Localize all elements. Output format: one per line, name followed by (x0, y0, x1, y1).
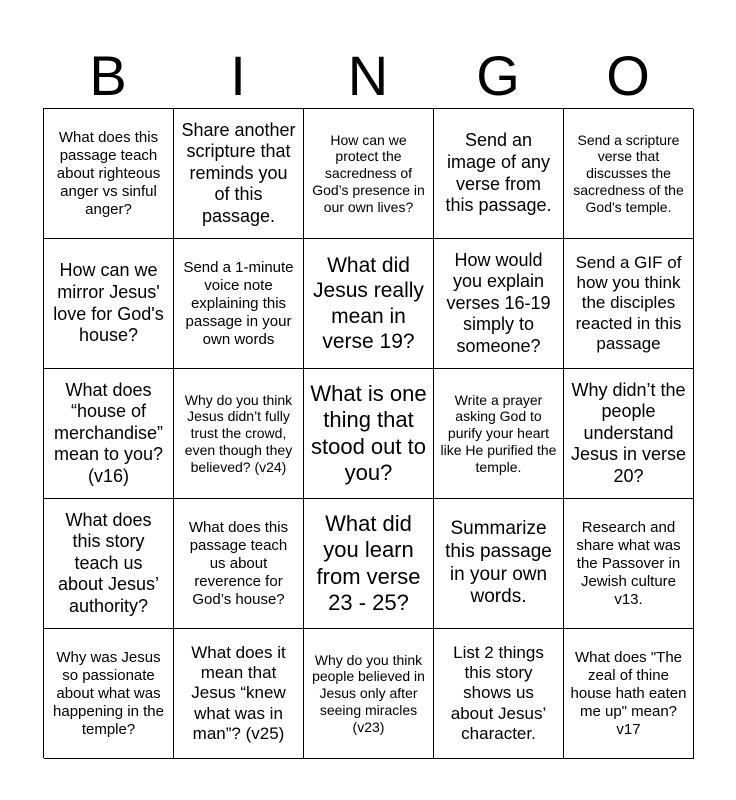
cell-text: What does this story teach us about Jesus’ authority? (57, 509, 160, 616)
cell-text: Why do you think Jesus didn’t fully trust the crowd, even though they believed? (v24) (184, 391, 293, 475)
bingo-cell[interactable] (564, 239, 694, 369)
cell-text: What does it mean that Jesus “knew what was in man”? (v25) (191, 642, 286, 744)
cell-text: How can we protect the sacredness of God’s presence in our own lives? (312, 131, 425, 215)
cell-text: Why didn’t the people understand Jesus in verse 20? (570, 379, 687, 486)
bingo-cell[interactable] (564, 109, 694, 239)
cell-text: What does this passage teach us about reverence for God’s house? (188, 518, 289, 608)
cell-text: Summarize this passage in your own words. (445, 517, 552, 608)
cell-text: What did you learn from verse 23 - 25? (316, 510, 421, 615)
header-letter-i: I (230, 44, 246, 107)
bingo-cell[interactable] (44, 499, 174, 629)
cell-text: Send a GIF of how you think the disciples reacted in this passage (575, 252, 682, 354)
bingo-cell[interactable] (304, 629, 434, 759)
bingo-cell[interactable] (564, 629, 694, 759)
cell-text: What does “house of merchandise” mean to you? (v16) (53, 379, 164, 486)
cell-text: What does "The zeal of thine house hath eaten me up" mean? v17 (570, 648, 687, 738)
header-letter-o: O (606, 44, 650, 107)
bingo-cell[interactable] (174, 109, 304, 239)
bingo-header (43, 44, 693, 108)
bingo-cell[interactable] (174, 499, 304, 629)
bingo-cell[interactable] (434, 239, 564, 369)
cell-text: What did Jesus really mean in verse 19? (313, 254, 424, 353)
bingo-card-grid (43, 108, 693, 758)
cell-text: Why was Jesus so passionate about what was happening in the temple? (53, 648, 164, 738)
bingo-cell[interactable] (174, 369, 304, 499)
cell-text: List 2 things this story shows us about Jesus’ character. (450, 642, 547, 744)
bingo-cell[interactable] (304, 109, 434, 239)
bingo-cell[interactable] (44, 109, 174, 239)
cell-text: Share another scripture that reminds you of this passage. (181, 119, 296, 226)
bingo-cell[interactable] (304, 239, 434, 369)
bingo-cell[interactable] (434, 109, 564, 239)
cell-text: What does this passage teach about righteous anger vs sinful anger? (56, 128, 161, 218)
bingo-cell[interactable] (434, 629, 564, 759)
cell-text: Research and share what was the Passover in Jewish culture v13. (576, 518, 681, 608)
bingo-cell[interactable] (304, 499, 434, 629)
bingo-cell[interactable] (564, 499, 694, 629)
header-letter-b: B (89, 44, 127, 107)
cell-text: Write a prayer asking God to purify your heart like He purified the temple. (440, 391, 557, 475)
bingo-cell[interactable] (304, 369, 434, 499)
header-letter-g: G (476, 44, 520, 107)
cell-text: How can we mirror Jesus' love for God's house? (53, 260, 164, 346)
cell-text: Send a scripture verse that discusses the sacredness of the God's temple. (573, 131, 684, 215)
cell-text: Send an image of any verse from this passage. (445, 130, 552, 216)
bingo-cell[interactable] (434, 499, 564, 629)
cell-text: Send a 1-minute voice note explaining this passage in your own words (183, 258, 294, 348)
bingo-cell[interactable] (174, 239, 304, 369)
header-letter-n: N (347, 44, 389, 107)
cell-text: Why do you think people believed in Jesus only after seeing miracles (v23) (312, 651, 425, 735)
cell-text: What is one thing that stood out to you? (310, 380, 427, 485)
cell-text: How would you explain verses 16-19 simply to someone? (446, 249, 551, 356)
bingo-cell[interactable] (174, 629, 304, 759)
bingo-cell[interactable] (434, 369, 564, 499)
bingo-cell[interactable] (44, 629, 174, 759)
bingo-cell[interactable] (44, 369, 174, 499)
bingo-cell[interactable] (564, 369, 694, 499)
bingo-cell[interactable] (44, 239, 174, 369)
